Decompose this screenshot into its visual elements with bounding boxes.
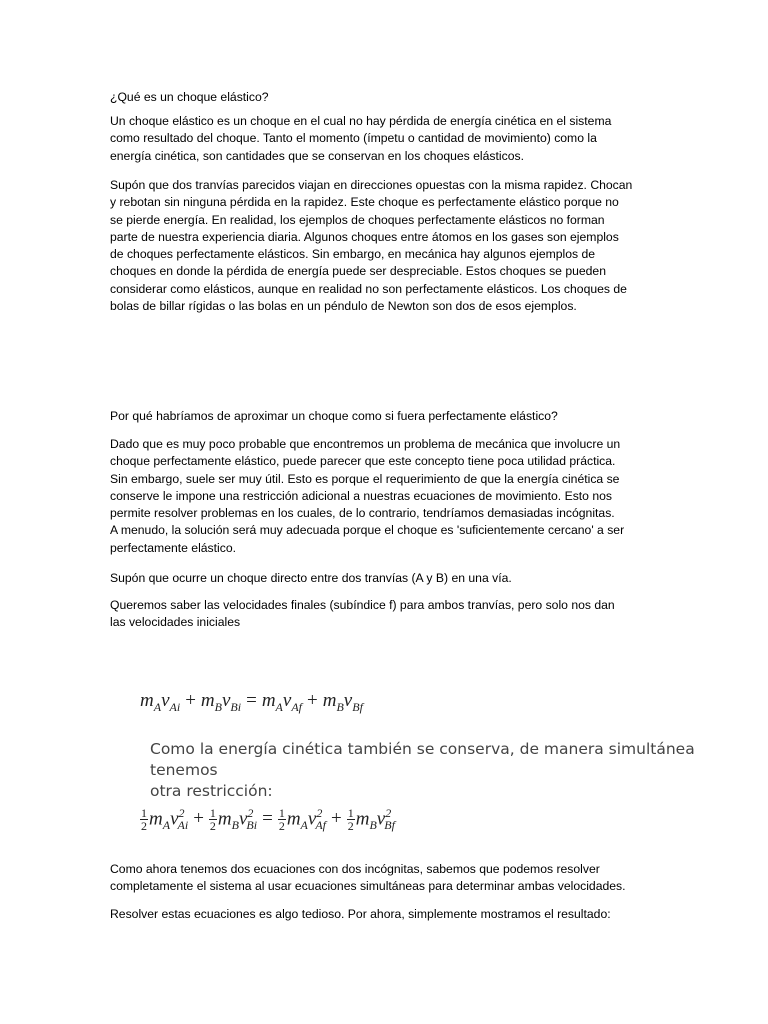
paragraph-two-equations: Como ahora tenemos dos ecuaciones con dos incógnitas, sabemos que podemos resolver completamente el sistema al usar ecuaciones simultáneas para determinar ambas velocidades. bbox=[110, 862, 626, 894]
paragraph-head-on-collision: Supón que ocurre un choque directo entre dos tranvías (A y B) en una vía. bbox=[110, 571, 512, 585]
paragraph-usefulness: Dado que es muy poco probable que encontremos un problema de mecánica que involucre un choque perfectamente elástico, puede parecer que este concepto tiene poca utilidad práctica. Sin embargo, suele ser muy útil. Esto es porque el requerimiento de que la energía cinética se conserve le impone una restricción adicional a nuestras ecuaciones de movimiento. Esto nos permite resolver problemas en los cuales, de lo contrario, tendríamos demasiadas incógnitas. A menudo, la solución será muy adecuada porque el choque es 'suficientemente cercano' a ser perfectamente elástico. bbox=[110, 437, 625, 555]
momentum-equation: $m_Av_{Ai} + m_Bv_{Bi} = m_Av_{Af} + m_Bv_{Bf}$ bbox=[140, 690, 363, 714]
heading-elastic-collision: ¿Qué es un choque elástico? bbox=[110, 90, 269, 104]
paragraph-tram-example: Supón que dos tranvías parecidos viajan en direcciones opuestas con la misma rapidez. Chocan y rebotan sin ninguna pérdida en la rapidez. Este choque es perfectamente elástico porque no se pierde energía. En realidad, los ejemplos de choques perfectamente elásticos no forman parte de nuestra experiencia diaria. Algunos choques entre átomos en los gases son ejemplos de choques perfectamente elásticos. Sin embargo, en mecánica hay algunos ejemplos de choques en donde la pérdida de energía puede ser despreciable. Estos choques se pueden considerar como elásticos, aunque en realidad no son perfectamente elásticos. Los choques de bolas de billar rígidas o las bolas en un péndulo de Newton son dos de esos ejemplos. bbox=[110, 178, 633, 314]
energy-equation: $\frac{1}{2}$ $m_Av^2_{Ai}$ + $\frac{1}{2}$ $m_Bv^2_{Bi}$ = $\frac{1}{2}$ $m_Av^2_{Af}$ + $\frac{1}{2}$ $m_Bv^2_{Bf}$ bbox=[141, 806, 395, 834]
paragraph-final-velocities: Queremos saber las velocidades finales (subíndice f) para ambos tranvías, pero solo nos dan las velocidades iniciales bbox=[110, 598, 615, 630]
paragraph-result-intro: Resolver estas ecuaciones es algo tedioso. Por ahora, simplemente mostramos el resultado: bbox=[110, 907, 611, 921]
energy-note-text: Como la energía cinética también se conserva, de manera simultánea tenemos otra restricción: bbox=[150, 740, 695, 800]
paragraph-definition: Un choque elástico es un choque en el cual no hay pérdida de energía cinética en el sistema como resultado del choque. Tanto el momento (ímpetu o cantidad de movimiento) como la energía cinética, son cantidades que se conservan en los choques elásticos. bbox=[110, 114, 612, 163]
heading-why-approximate: Por qué habríamos de aproximar un choque como si fuera perfectamente elástico? bbox=[110, 409, 558, 423]
